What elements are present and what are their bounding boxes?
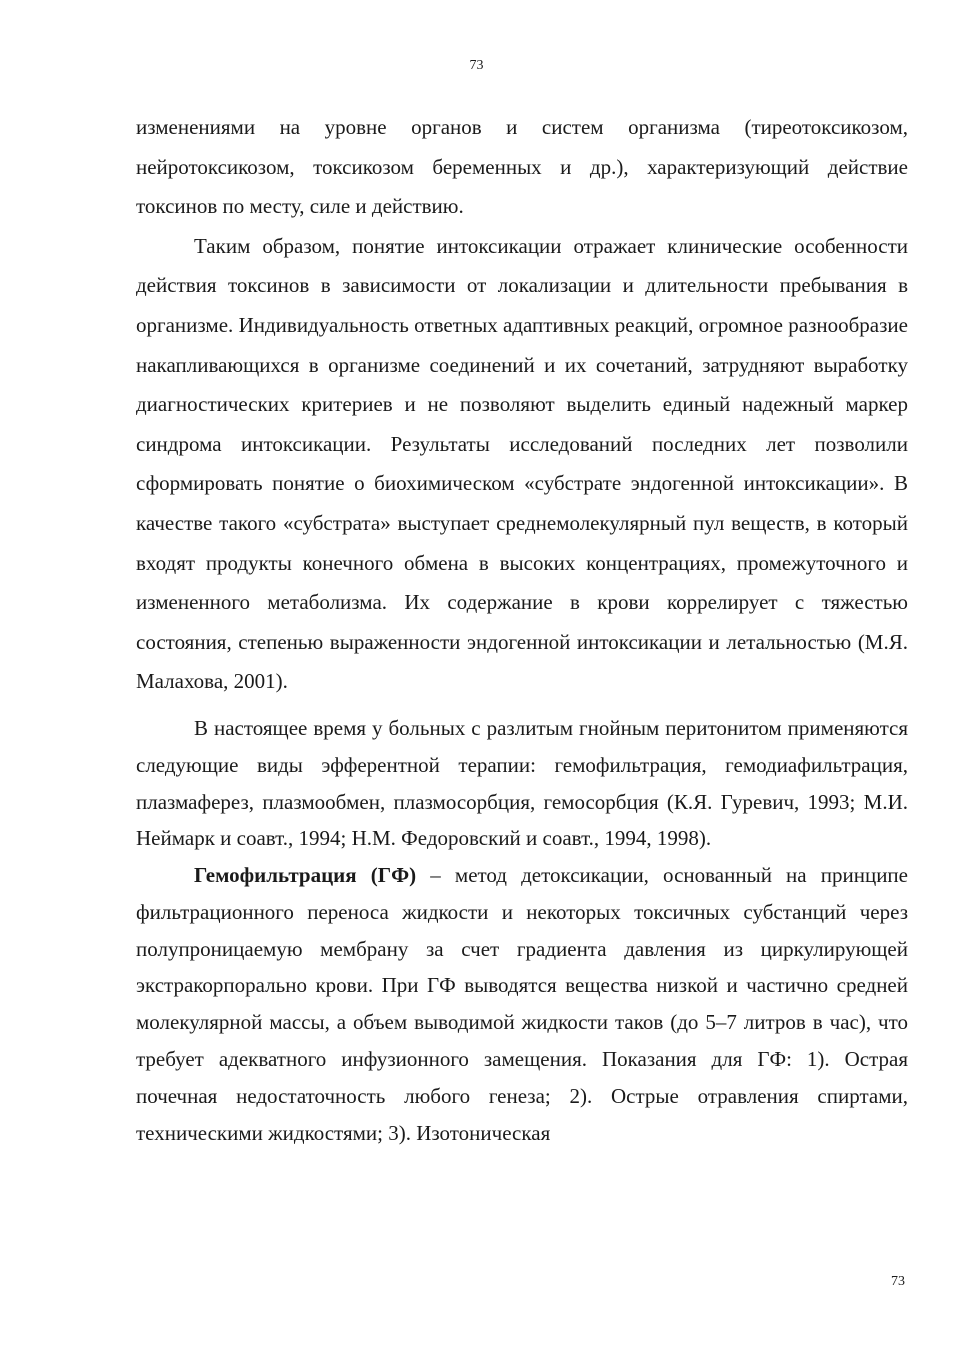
paragraph-continuation: изменениями на уровне органов и систем организма (тиреотоксикозом, нейротоксикозом, токсикозом беременных и др.), характеризующий действие токсинов по месту, силе и действию. [136,115,908,219]
document-body [136,108,908,1151]
page-number-top: 73 [469,58,484,73]
paragraph-hemofiltration-text: – метод детоксикации, основанный на принципе фильтрационного переноса жидкости и некоторых токсичных субстанций через полупроницаемую мембрану за счет градиента давления из циркулирующей экстракорпорально крови. При ГФ выводятся вещества низкой и частично средней молекулярной массы, а объем выводимой жидкости таков (до 5–7 литров в час), что требует адекватного инфузионного замещения. Показания для ГФ: 1). Острая почечная недостаточность любого генеза; 2). Острые отравления спиртами, техническими жидкостями; 3). Изотоническая [136,863,908,1145]
paragraph-efferent-therapy: В настоящее время у больных с разлитым гнойным перитонитом применяются следующие виды эфферентной терапии: гемофильтрация, гемодиафильтрация, плазмаферез, плазмообмен, плазмосорбция, гемосорбция (К.Я. Гуревич, 1993; М.И. Неймарк и соавт., 1994; Н.М. Федоровский и соавт., 1994, 1998). [136,715,908,851]
term-hemofiltration: Гемофильтрация (ГФ) [194,863,417,888]
text-block-upper [136,108,908,702]
paragraph-hemofiltration [136,857,908,1151]
paragraph-intoxication-concept: Таким образом, понятие интоксикации отражает клинические особенности действия токсинов в зависимости от локализации и длительности пребывания в организме. Индивидуальность ответных адаптивных реакций, огромное разнообразие накапливающихся в организме соединений и их сочетаний, затрудняют выработку диагностических критериев и не позволяют выделить единый надежный маркер синдрома интоксикации. Результаты исследований последних лет позволили сформировать понятие о биохимическом «субстрате эндогенной интоксикации». В качестве такого «субстрата» выступает среднемолекулярный пул веществ, в который входят продукты конечного обмена в высоких концентрациях, промежуточного и измененного метаболизма. Их содержание в крови коррелирует с тяжестью состояния, степенью выраженности эндогенной интоксикации и летальностью (М.Я. Малахова, 2001). [136,233,908,694]
text-block-lower [136,710,908,1152]
page-number-bottom: 73 [891,1274,905,1289]
